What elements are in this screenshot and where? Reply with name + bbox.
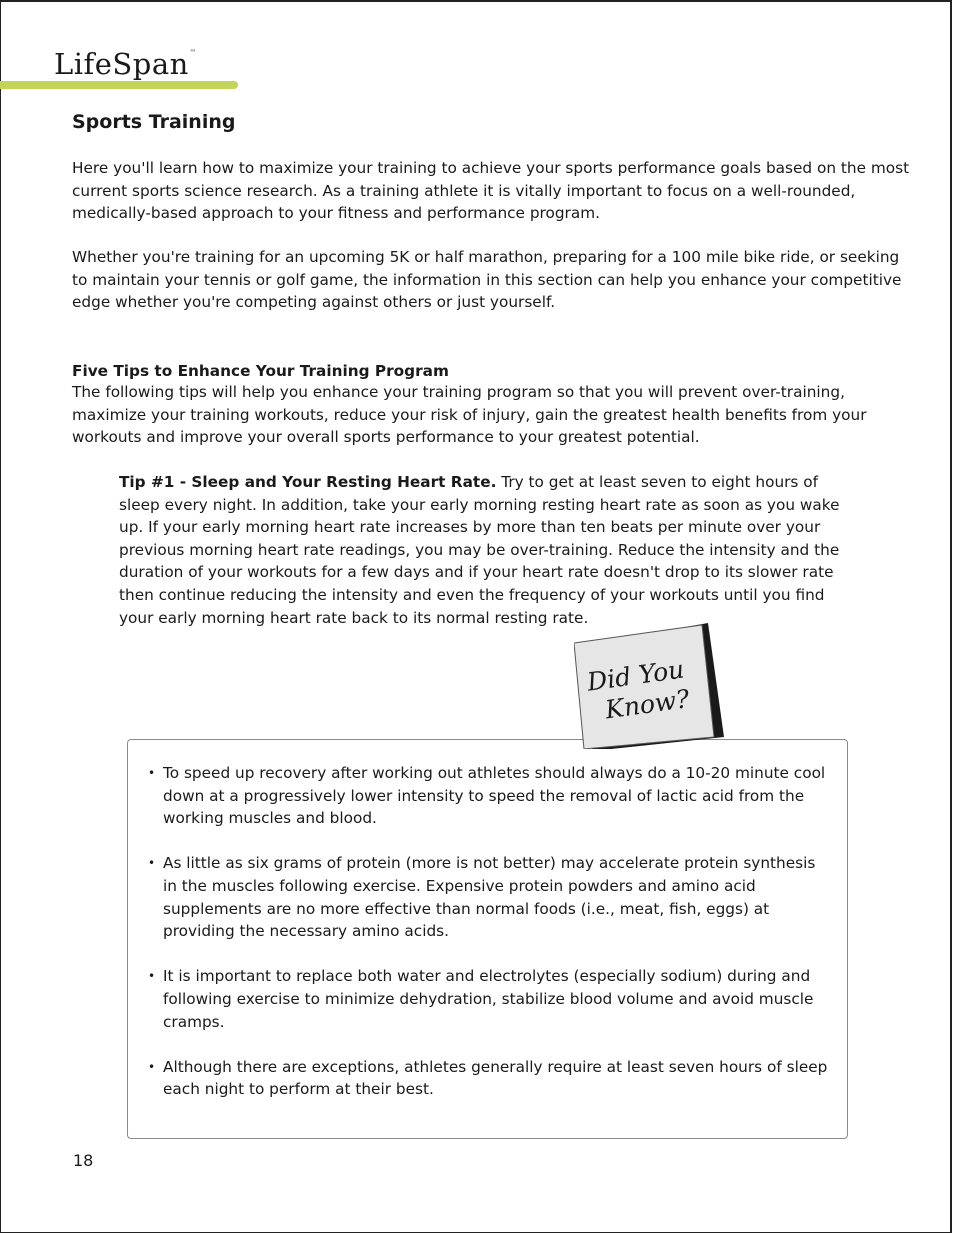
logo-trademark: ™ [189, 49, 197, 56]
list-item-text: To speed up recovery after working out athletes should always do a 10-20 minute cool down at a progressively lower intensity to speed the removal of lactic acid from the working muscles and blood. [163, 764, 826, 828]
did-you-know-list [148, 762, 828, 1124]
list-item-text: It is important to replace both water and electrolytes (especially sodium) during and following exercise to minimize dehydration, stabilize blood volume and avoid muscle cramps. [163, 967, 814, 1031]
list-item [148, 1056, 828, 1101]
bullet-icon: • [148, 1059, 156, 1074]
tips-heading: Five Tips to Enhance Your Training Program [72, 362, 449, 380]
did-you-know-sticky-note [574, 623, 724, 749]
tip-1-title: Tip #1 - Sleep and Your Resting Heart Rate. [119, 473, 497, 491]
list-item [148, 762, 828, 830]
list-item-text: Although there are exceptions, athletes generally require at least seven hours of sleep each night to perform at their best. [163, 1057, 828, 1099]
tip-1 [119, 471, 859, 629]
list-item [148, 852, 828, 942]
bullet-icon: • [148, 766, 156, 780]
bullet-icon: • [148, 856, 156, 871]
intro-paragraph-2: Whether you're training for an upcoming 5K or half marathon, preparing for a 100 mile bike ride, or seeking to maintain your tennis or golf game, the information in this section can help you enhance your competitive edge whether you're competing against others or just yourself. [72, 248, 902, 312]
sticky-line-1: Did You [585, 654, 686, 697]
tip-1-body: Try to get at least seven to eight hours of sleep every night. In addition, take your early morning resting heart rate as soon as you wake up. If your early morning heart rate increases by more than ten beats per minute over your previous morning heart rate readings, you may be over-training. Reduce the intensity and the duration of your workouts for a few days and if your heart rate doesn't drop to its slower rate then continue reducing the intensity and even the frequency of your workouts until you find your early morning heart rate back to its normal resting rate. [119, 473, 840, 627]
list-item [148, 965, 828, 1033]
page-number: 18 [73, 1151, 94, 1170]
sticky-line-2: Know? [603, 683, 692, 725]
lifespan-logo [54, 47, 197, 81]
tips-intro-paragraph: The following tips will help you enhance your training program so that you will prevent over-training, maximize your training workouts, reduce your risk of injury, gain the greatest health benefits from your workouts and improve your overall sports performance to your greatest potential. [72, 383, 867, 447]
sticky-note-icon [574, 623, 724, 749]
bullet-icon: • [148, 969, 156, 984]
logo-text: LifeSpan [54, 47, 189, 81]
intro-paragraph-1: Here you'll learn how to maximize your training to achieve your sports performance goals based on the most current sports science research. As a training athlete it is vitally important to focus on a well-rounded, medically-based approach to your fitness and performance program. [72, 159, 910, 223]
section-title: Sports Training [72, 111, 236, 133]
logo-accent-bar [0, 81, 238, 89]
list-item-text: As little as six grams of protein (more is not better) may accelerate protein synthesis in the muscles following exercise. Expensive protein powders and amino acid supplements are no more effective than normal foods (i.e., meat, fish, eggs) at providing the necessary amino acids. [163, 854, 816, 941]
